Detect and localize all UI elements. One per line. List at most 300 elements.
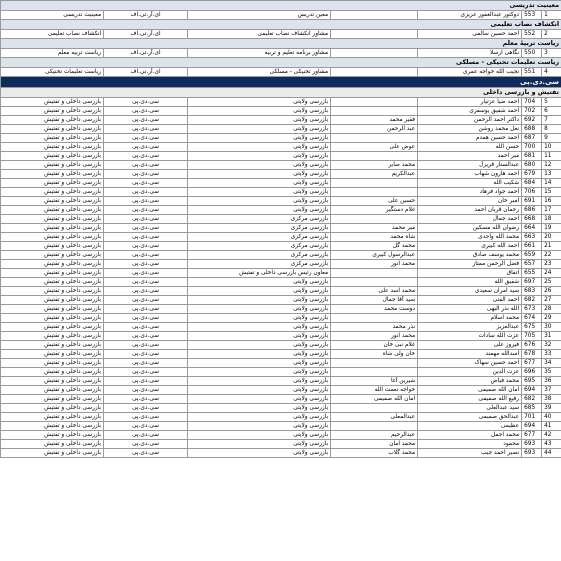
employee-id-cell[interactable]: 686 [522,206,542,215]
employee-name-cell[interactable]: احمد حسین همدم [418,134,522,143]
department-cell[interactable]: بازرسی داخلی و تفتیش [1,170,104,179]
employee-id-cell[interactable]: 659 [522,251,542,260]
department-cell[interactable]: بازرسی داخلی و تفتیش [1,350,104,359]
position-cell[interactable]: بازرسی ولایتی [188,350,331,359]
position-cell[interactable]: بازرسی ولایتی [188,170,331,179]
organization-cell[interactable]: ای.آر.تی.اف [104,11,188,20]
organization-cell[interactable]: سی.دی.پی [104,449,188,458]
organization-cell[interactable]: سی.دی.پی [104,233,188,242]
employee-name-cell[interactable]: اسدالله مهمند [418,350,522,359]
father-name-cell[interactable]: محمد صابر [331,161,418,170]
employee-name-cell[interactable]: عزت الدین [418,368,522,377]
organization-cell[interactable]: سی.دی.پی [104,422,188,431]
organization-cell[interactable]: سی.دی.پی [104,341,188,350]
row-number-cell[interactable]: 40 [542,413,561,422]
employee-id-cell[interactable]: 701 [522,413,542,422]
row-number-cell[interactable]: 16 [542,197,561,206]
organization-cell[interactable]: سی.دی.پی [104,188,188,197]
employee-id-cell[interactable]: 674 [522,314,542,323]
employee-id-cell[interactable]: 661 [522,242,542,251]
father-name-cell[interactable] [331,30,418,39]
department-cell[interactable]: بازرسی داخلی و تفتیش [1,395,104,404]
department-cell[interactable]: بازرسی داخلی و تفتیش [1,269,104,278]
organization-cell[interactable]: سی.دی.پی [104,278,188,287]
employee-name-cell[interactable]: عبدالستار قریزل [418,161,522,170]
row-number-cell[interactable]: 35 [542,368,561,377]
position-cell[interactable]: معین تدریس [188,11,331,20]
father-name-cell[interactable]: خان ولی شاه [331,350,418,359]
department-cell[interactable]: بازرسی داخلی و تفتیش [1,134,104,143]
father-name-cell[interactable] [331,368,418,377]
position-cell[interactable]: مشاور انکشاف نصاب تعلیمی [188,30,331,39]
department-cell[interactable]: بازرسی داخلی و تفتیش [1,413,104,422]
position-cell[interactable]: بازرسی ولایتی [188,431,331,440]
organization-cell[interactable]: سی.دی.پی [104,170,188,179]
employee-name-cell[interactable]: الله نذر الیهی [418,305,522,314]
position-cell[interactable]: بازرسی ولایتی [188,440,331,449]
row-number-cell[interactable]: 41 [542,422,561,431]
position-cell[interactable]: بازرسی ولایتی [188,395,331,404]
department-cell[interactable]: بازرسی داخلی و تفتیش [1,386,104,395]
father-name-cell[interactable]: غلام نبی خان [331,341,418,350]
department-cell[interactable]: بازرسی داخلی و تفتیش [1,215,104,224]
position-cell[interactable]: بازرسی ولایتی [188,287,331,296]
department-cell[interactable]: بازرسی داخلی و تفتیش [1,161,104,170]
organization-cell[interactable]: سی.دی.پی [104,161,188,170]
row-number-cell[interactable]: 43 [542,440,561,449]
organization-cell[interactable]: سی.دی.پی [104,98,188,107]
position-cell[interactable]: بازرسی مرکزی [188,242,331,251]
department-cell[interactable]: بازرسی داخلی و تفتیش [1,440,104,449]
section-header-cell[interactable]: تفتیش و بازرسی داخلی [1,88,561,98]
department-cell[interactable]: بازرسی داخلی و تفتیش [1,242,104,251]
employee-name-cell[interactable]: رحمان قربان احمد [418,206,522,215]
row-number-cell[interactable]: 3 [542,49,561,58]
row-number-cell[interactable]: 22 [542,251,561,260]
position-cell[interactable]: بازرسی ولایتی [188,161,331,170]
position-cell[interactable]: بازرسی ولایتی [188,116,331,125]
employee-id-cell[interactable]: 677 [522,359,542,368]
employee-id-cell[interactable]: 683 [522,287,542,296]
section-header-cell[interactable]: انکشاف نصاب تعلیمی [1,20,561,30]
organization-cell[interactable]: سی.دی.پی [104,377,188,386]
department-cell[interactable]: بازرسی داخلی و تفتیش [1,422,104,431]
department-cell[interactable]: بازرسی داخلی و تفتیش [1,188,104,197]
employee-name-cell[interactable]: محمد الله واحدی [418,233,522,242]
father-name-cell[interactable]: سید آقا جمال [331,296,418,305]
row-number-cell[interactable]: 27 [542,296,561,305]
department-cell[interactable]: بازرسی داخلی و تفتیش [1,296,104,305]
employee-name-cell[interactable]: نجیب الله خواجه عمری [418,68,522,77]
position-cell[interactable]: بازرسی ولایتی [188,314,331,323]
father-name-cell[interactable]: فقیر محمد [331,116,418,125]
row-number-cell[interactable]: 42 [542,431,561,440]
employee-id-cell[interactable]: 681 [522,152,542,161]
row-number-cell[interactable]: 39 [542,404,561,413]
employee-id-cell[interactable]: 688 [522,125,542,134]
row-number-cell[interactable]: 20 [542,233,561,242]
organization-cell[interactable]: سی.دی.پی [104,413,188,422]
employee-id-cell[interactable]: 705 [522,332,542,341]
department-cell[interactable]: معینیت تدریسی [1,11,104,20]
department-cell[interactable]: بازرسی داخلی و تفتیش [1,179,104,188]
department-cell[interactable]: بازرسی داخلی و تفتیش [1,125,104,134]
organization-cell[interactable]: سی.دی.پی [104,251,188,260]
row-number-cell[interactable]: 1 [542,11,561,20]
organization-cell[interactable]: سی.دی.پی [104,287,188,296]
organization-cell[interactable]: سی.دی.پی [104,125,188,134]
employee-id-cell[interactable]: 687 [522,134,542,143]
employee-name-cell[interactable]: احمد الله کبیری [418,242,522,251]
father-name-cell[interactable]: شیرین آغا [331,377,418,386]
employee-id-cell[interactable]: 676 [522,341,542,350]
employee-name-cell[interactable]: حسن الله [418,143,522,152]
father-name-cell[interactable]: دوست محمد [331,305,418,314]
position-cell[interactable]: بازرسی ولایتی [188,296,331,305]
organization-cell[interactable]: سی.دی.پی [104,395,188,404]
organization-cell[interactable]: سی.دی.پی [104,134,188,143]
employee-name-cell[interactable]: نگاهی ارسلا [418,49,522,58]
row-number-cell[interactable]: 28 [542,305,561,314]
position-cell[interactable]: بازرسی مرکزی [188,215,331,224]
employee-id-cell[interactable]: 684 [522,179,542,188]
department-cell[interactable]: بازرسی داخلی و تفتیش [1,107,104,116]
employee-name-cell[interactable]: عزت الله سادات [418,332,522,341]
father-name-cell[interactable] [331,404,418,413]
employee-name-cell[interactable]: عبدالعزیز [418,323,522,332]
row-number-cell[interactable]: 2 [542,30,561,39]
employee-name-cell[interactable]: محمد اجمل [418,431,522,440]
organization-cell[interactable]: سی.دی.پی [104,332,188,341]
organization-cell[interactable]: سی.دی.پی [104,440,188,449]
organization-cell[interactable]: سی.دی.پی [104,431,188,440]
department-cell[interactable]: بازرسی داخلی و تفتیش [1,368,104,377]
organization-cell[interactable]: سی.دی.پی [104,404,188,413]
position-cell[interactable]: بازرسی ولایتی [188,323,331,332]
employee-name-cell[interactable]: امیر خان [418,197,522,206]
employee-name-cell[interactable]: احمد جمال [418,215,522,224]
position-cell[interactable]: بازرسی ولایتی [188,197,331,206]
department-cell[interactable]: بازرسی داخلی و تفتیش [1,287,104,296]
employee-name-cell[interactable]: شفیق الله [418,278,522,287]
department-cell[interactable]: بازرسی داخلی و تفتیش [1,260,104,269]
row-number-cell[interactable]: 30 [542,323,561,332]
employee-name-cell[interactable]: اتفاق [418,269,522,278]
row-number-cell[interactable]: 33 [542,350,561,359]
row-number-cell[interactable]: 34 [542,359,561,368]
father-name-cell[interactable] [331,11,418,20]
department-cell[interactable]: بازرسی داخلی و تفتیش [1,278,104,287]
father-name-cell[interactable] [331,422,418,431]
row-number-cell[interactable]: 9 [542,134,561,143]
position-cell[interactable]: بازرسی ولایتی [188,278,331,287]
employee-name-cell[interactable]: محمد فیاض [418,377,522,386]
position-cell[interactable]: بازرسی مرکزی [188,233,331,242]
row-number-cell[interactable]: 23 [542,260,561,269]
organization-cell[interactable]: سی.دی.پی [104,350,188,359]
employee-name-cell[interactable]: نصیر احمد جیب [418,449,522,458]
organization-cell[interactable]: سی.دی.پی [104,242,188,251]
department-cell[interactable]: ریاست تعلیمات تخنیکی [1,68,104,77]
row-number-cell[interactable]: 19 [542,224,561,233]
position-cell[interactable]: بازرسی ولایتی [188,449,331,458]
department-cell[interactable]: بازرسی داخلی و تفتیش [1,431,104,440]
department-cell[interactable]: بازرسی داخلی و تفتیش [1,359,104,368]
position-cell[interactable]: بازرسی مرکزی [188,251,331,260]
department-cell[interactable]: بازرسی داخلی و تفتیش [1,449,104,458]
employee-id-cell[interactable]: 679 [522,170,542,179]
employee-name-cell[interactable]: سید امران سعیدی [418,287,522,296]
position-cell[interactable]: بازرسی مرکزی [188,260,331,269]
employee-name-cell[interactable]: رفیع الله صمیمی [418,395,522,404]
employee-name-cell[interactable]: شکیب الله [418,179,522,188]
position-cell[interactable]: بازرسی ولایتی [188,422,331,431]
department-cell[interactable]: بازرسی داخلی و تفتیش [1,143,104,152]
position-cell[interactable]: بازرسی ولایتی [188,152,331,161]
employee-id-cell[interactable]: 655 [522,269,542,278]
father-name-cell[interactable]: حسین علی [331,197,418,206]
row-number-cell[interactable]: 5 [542,98,561,107]
father-name-cell[interactable]: عبدالرسول کبیری [331,251,418,260]
row-number-cell[interactable]: 29 [542,314,561,323]
department-cell[interactable]: بازرسی داخلی و تفتیش [1,404,104,413]
employee-name-cell[interactable]: احمد الفتی [418,296,522,305]
organization-cell[interactable]: سی.دی.پی [104,197,188,206]
row-number-cell[interactable]: 13 [542,170,561,179]
section-header-cell[interactable]: سی.دی.پی [1,77,561,88]
employee-name-cell[interactable]: محمود [418,440,522,449]
position-cell[interactable]: بازرسی ولایتی [188,134,331,143]
row-number-cell[interactable]: 6 [542,107,561,116]
employee-name-cell[interactable]: سید عبدالعلی [418,404,522,413]
father-name-cell[interactable]: محمد اسد علی [331,287,418,296]
employee-name-cell[interactable]: احمد شفیق یوسفزی [418,107,522,116]
organization-cell[interactable]: سی.دی.پی [104,143,188,152]
employee-id-cell[interactable]: 657 [522,260,542,269]
row-number-cell[interactable]: 37 [542,386,561,395]
position-cell[interactable]: بازرسی ولایتی [188,377,331,386]
row-number-cell[interactable]: 12 [542,161,561,170]
employee-id-cell[interactable]: 694 [522,386,542,395]
father-name-cell[interactable]: غلام دستگیر [331,206,418,215]
employee-name-cell[interactable]: میر احمد [418,152,522,161]
position-cell[interactable]: بازرسی ولایتی [188,368,331,377]
father-name-cell[interactable] [331,314,418,323]
father-name-cell[interactable]: محمد گلاب [331,449,418,458]
father-name-cell[interactable] [331,359,418,368]
row-number-cell[interactable]: 26 [542,287,561,296]
employee-name-cell[interactable]: احمد حسین سالمی [418,30,522,39]
employee-name-cell[interactable]: عظیمی [418,422,522,431]
section-header-cell[interactable]: ریاست تربیهٔ معلم [1,39,561,49]
department-cell[interactable]: بازرسی داخلی و تفتیش [1,98,104,107]
department-cell[interactable]: بازرسی داخلی و تفتیش [1,332,104,341]
department-cell[interactable]: بازرسی داخلی و تفتیش [1,233,104,242]
organization-cell[interactable]: سی.دی.پی [104,206,188,215]
department-cell[interactable]: بازرسی داخلی و تفتیش [1,323,104,332]
employee-id-cell[interactable]: 664 [522,224,542,233]
father-name-cell[interactable] [331,152,418,161]
row-number-cell[interactable]: 36 [542,377,561,386]
father-name-cell[interactable]: محمد انور [331,260,418,269]
employee-id-cell[interactable]: 693 [522,449,542,458]
employee-id-cell[interactable]: 700 [522,143,542,152]
department-cell[interactable]: بازرسی داخلی و تفتیش [1,152,104,161]
employee-id-cell[interactable]: 694 [522,422,542,431]
organization-cell[interactable]: سی.دی.پی [104,359,188,368]
father-name-cell[interactable] [331,188,418,197]
organization-cell[interactable]: سی.دی.پی [104,305,188,314]
employee-name-cell[interactable]: احمد حسین سهاک [418,359,522,368]
father-name-cell[interactable] [331,49,418,58]
employee-id-cell[interactable]: 696 [522,368,542,377]
position-cell[interactable]: بازرسی ولایتی [188,125,331,134]
father-name-cell[interactable]: محمد انور [331,332,418,341]
employee-id-cell[interactable]: 668 [522,215,542,224]
row-number-cell[interactable]: 11 [542,152,561,161]
position-cell[interactable]: بازرسی مرکزی [188,224,331,233]
position-cell[interactable]: بازرسی ولایتی [188,386,331,395]
row-number-cell[interactable]: 15 [542,188,561,197]
department-cell[interactable]: بازرسی داخلی و تفتیش [1,224,104,233]
department-cell[interactable]: بازرسی داخلی و تفتیش [1,341,104,350]
position-cell[interactable]: بازرسی ولایتی [188,179,331,188]
employee-id-cell[interactable]: 678 [522,350,542,359]
employee-name-cell[interactable]: فضل الرحمن ممتاز [418,260,522,269]
father-name-cell[interactable] [331,68,418,77]
father-name-cell[interactable]: عبد الرحمن [331,125,418,134]
row-number-cell[interactable]: 24 [542,269,561,278]
employee-id-cell[interactable]: 551 [522,68,542,77]
organization-cell[interactable]: سی.دی.پی [104,296,188,305]
organization-cell[interactable]: سی.دی.پی [104,269,188,278]
employee-id-cell[interactable]: 697 [522,278,542,287]
organization-cell[interactable]: سی.دی.پی [104,179,188,188]
father-name-cell[interactable]: عوض علی [331,143,418,152]
employee-id-cell[interactable]: 680 [522,161,542,170]
organization-cell[interactable]: سی.دی.پی [104,314,188,323]
employee-id-cell[interactable]: 663 [522,233,542,242]
department-cell[interactable]: بازرسی داخلی و تفتیش [1,116,104,125]
father-name-cell[interactable] [331,278,418,287]
organization-cell[interactable]: سی.دی.پی [104,260,188,269]
position-cell[interactable]: معاون رئیس بازرسی داخلی و تفتیش [188,269,331,278]
organization-cell[interactable]: سی.دی.پی [104,152,188,161]
employee-id-cell[interactable]: 552 [522,30,542,39]
organization-cell[interactable]: سی.دی.پی [104,323,188,332]
position-cell[interactable]: بازرسی ولایتی [188,143,331,152]
position-cell[interactable]: بازرسی ولایتی [188,107,331,116]
employee-name-cell[interactable]: نعل محمد روشن [418,125,522,134]
department-cell[interactable]: بازرسی داخلی و تفتیش [1,314,104,323]
row-number-cell[interactable]: 38 [542,395,561,404]
employee-id-cell[interactable]: 706 [522,188,542,197]
row-number-cell[interactable]: 31 [542,332,561,341]
father-name-cell[interactable]: محمد گل [331,242,418,251]
employee-id-cell[interactable]: 695 [522,377,542,386]
father-name-cell[interactable] [331,269,418,278]
row-number-cell[interactable]: 14 [542,179,561,188]
employee-id-cell[interactable]: 677 [522,431,542,440]
row-number-cell[interactable]: 17 [542,206,561,215]
row-number-cell[interactable]: 18 [542,215,561,224]
employee-name-cell[interactable]: داکتر احمد الرحمن [418,116,522,125]
employee-id-cell[interactable]: 704 [522,98,542,107]
row-number-cell[interactable]: 7 [542,116,561,125]
employee-name-cell[interactable]: احمد ضیا عزتیار [418,98,522,107]
employee-id-cell[interactable]: 673 [522,305,542,314]
employee-name-cell[interactable]: احمد جواد فرهاد [418,188,522,197]
row-number-cell[interactable]: 21 [542,242,561,251]
organization-cell[interactable]: ای.آر.تی.اف [104,68,188,77]
employee-id-cell[interactable]: 685 [522,404,542,413]
father-name-cell[interactable] [331,215,418,224]
department-cell[interactable]: بازرسی داخلی و تفتیش [1,251,104,260]
department-cell[interactable]: بازرسی داخلی و تفتیش [1,206,104,215]
father-name-cell[interactable] [331,179,418,188]
organization-cell[interactable]: ای.آر.تی.اف [104,30,188,39]
father-name-cell[interactable]: نذر محمد [331,323,418,332]
employee-name-cell[interactable]: عبدالحق صمیمی [418,413,522,422]
department-cell[interactable]: بازرسی داخلی و تفتیش [1,305,104,314]
department-cell[interactable]: بازرسی داخلی و تفتیش [1,377,104,386]
position-cell[interactable]: مشاور تخنیکی - مسلکی [188,68,331,77]
employee-id-cell[interactable]: 702 [522,107,542,116]
department-cell[interactable]: بازرسی داخلی و تفتیش [1,197,104,206]
employee-id-cell[interactable]: 682 [522,395,542,404]
organization-cell[interactable]: سی.دی.پی [104,368,188,377]
father-name-cell[interactable]: عبدالمعلی [331,413,418,422]
department-cell[interactable]: انکشاف نصاب تعلیمی [1,30,104,39]
employee-id-cell[interactable]: 692 [522,116,542,125]
position-cell[interactable]: بازرسی ولایتی [188,359,331,368]
father-name-cell[interactable]: عبدالکریم [331,170,418,179]
organization-cell[interactable]: سی.دی.پی [104,215,188,224]
position-cell[interactable]: مشاور برنامه تعلیم و تربیه [188,49,331,58]
organization-cell[interactable]: سی.دی.پی [104,386,188,395]
employee-id-cell[interactable]: 553 [522,11,542,20]
organization-cell[interactable]: ای.آر.تی.اف [104,49,188,58]
employee-name-cell[interactable]: محمد اسلام [418,314,522,323]
father-name-cell[interactable]: عبدالرحیم [331,431,418,440]
employee-name-cell[interactable]: احمد هارون شهاب [418,170,522,179]
employee-name-cell[interactable]: امان الله صمیمی [418,386,522,395]
employee-id-cell[interactable]: 682 [522,296,542,305]
row-number-cell[interactable]: 10 [542,143,561,152]
row-number-cell[interactable]: 4 [542,68,561,77]
position-cell[interactable]: بازرسی ولایتی [188,332,331,341]
organization-cell[interactable]: سی.دی.پی [104,107,188,116]
employee-id-cell[interactable]: 550 [522,49,542,58]
position-cell[interactable]: بازرسی ولایتی [188,404,331,413]
employee-id-cell[interactable]: 693 [522,440,542,449]
row-number-cell[interactable]: 25 [542,278,561,287]
father-name-cell[interactable]: میر محمد [331,224,418,233]
father-name-cell[interactable] [331,98,418,107]
employee-id-cell[interactable]: 691 [522,197,542,206]
position-cell[interactable]: بازرسی ولایتی [188,305,331,314]
row-number-cell[interactable]: 8 [542,125,561,134]
father-name-cell[interactable]: خواجه نعمت الله [331,386,418,395]
section-header-cell[interactable]: ریاست تعلیمات تخنیکی - مسلکی [1,58,561,68]
employee-id-cell[interactable]: 675 [522,323,542,332]
position-cell[interactable]: بازرسی ولایتی [188,98,331,107]
employee-name-cell[interactable]: رضوان الله مسکین [418,224,522,233]
position-cell[interactable]: بازرسی ولایتی [188,188,331,197]
row-number-cell[interactable]: 44 [542,449,561,458]
position-cell[interactable]: بازرسی ولایتی [188,413,331,422]
father-name-cell[interactable]: امان الله صمیمی [331,395,418,404]
